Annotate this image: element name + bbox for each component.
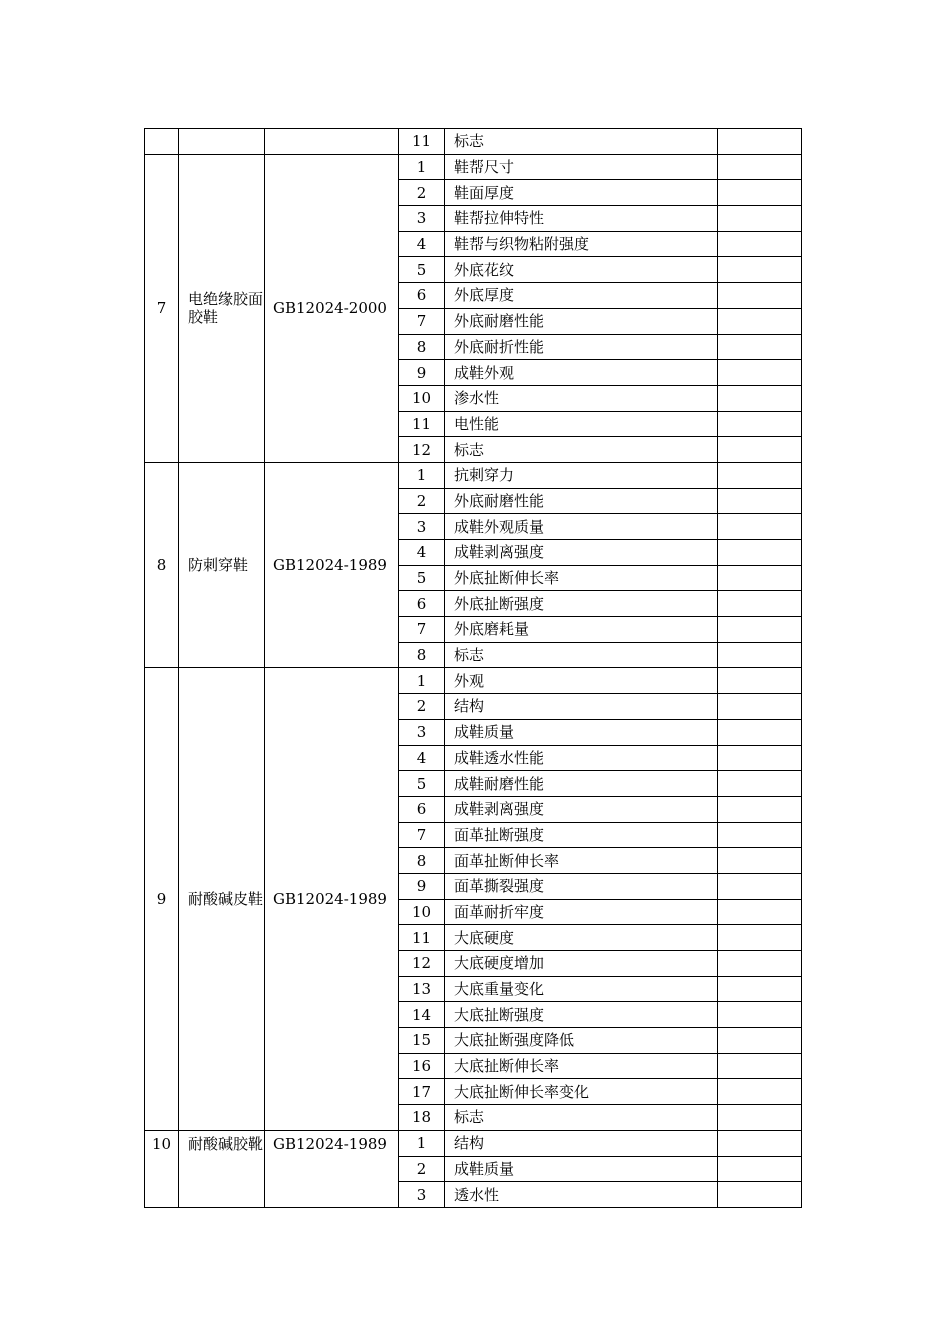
table-row xyxy=(145,154,802,180)
item-number-cell: 11 xyxy=(399,411,445,437)
test-item-cell: 面革耐折牢度 xyxy=(445,899,718,925)
test-item-cell: 外底磨耗量 xyxy=(445,617,718,643)
item-number-cell: 9 xyxy=(399,873,445,899)
test-item-cell: 标志 xyxy=(445,437,718,463)
test-item-cell: 外观 xyxy=(445,668,718,694)
remark-cell xyxy=(718,617,802,643)
remark-cell xyxy=(718,334,802,360)
remark-cell xyxy=(718,514,802,540)
remark-cell xyxy=(718,822,802,848)
test-item-cell: 成鞋质量 xyxy=(445,1156,718,1182)
test-item-cell: 标志 xyxy=(445,1105,718,1131)
standard-code-cell: GB12024-1989 xyxy=(265,462,399,668)
item-number-cell: 7 xyxy=(399,822,445,848)
item-number-cell: 6 xyxy=(399,283,445,309)
row-number-cell: 8 xyxy=(145,462,179,668)
test-item-cell: 外底扯断强度 xyxy=(445,591,718,617)
item-number-cell: 17 xyxy=(399,1079,445,1105)
row-number-cell: 7 xyxy=(145,154,179,462)
remark-cell xyxy=(718,719,802,745)
item-number-cell: 13 xyxy=(399,976,445,1002)
test-item-cell: 鞋帮拉伸特性 xyxy=(445,206,718,232)
item-number-cell: 8 xyxy=(399,848,445,874)
item-number-cell: 5 xyxy=(399,257,445,283)
remark-cell xyxy=(718,745,802,771)
item-number-cell: 5 xyxy=(399,565,445,591)
item-number-cell: 6 xyxy=(399,591,445,617)
remark-cell xyxy=(718,129,802,155)
remark-cell xyxy=(718,642,802,668)
item-number-cell: 1 xyxy=(399,668,445,694)
remark-cell xyxy=(718,385,802,411)
product-name-cell: 耐酸碱皮鞋 xyxy=(179,668,265,1130)
table-row xyxy=(145,129,802,155)
item-number-cell: 2 xyxy=(399,180,445,206)
test-item-cell: 大底硬度 xyxy=(445,925,718,951)
remark-cell xyxy=(718,206,802,232)
product-name-cell: 耐酸碱胶靴 xyxy=(179,1130,265,1207)
product-name-cell: 电绝缘胶面胶鞋 xyxy=(179,154,265,462)
test-item-cell: 成鞋外观质量 xyxy=(445,514,718,540)
test-item-cell: 电性能 xyxy=(445,411,718,437)
remark-cell xyxy=(718,1028,802,1054)
test-item-cell: 结构 xyxy=(445,1130,718,1156)
remark-cell xyxy=(718,694,802,720)
test-item-cell: 结构 xyxy=(445,694,718,720)
test-item-cell: 大底硬度增加 xyxy=(445,951,718,977)
remark-cell xyxy=(718,1156,802,1182)
test-item-cell: 成鞋外观 xyxy=(445,360,718,386)
standard-code-cell: GB12024-2000 xyxy=(265,154,399,462)
remark-cell xyxy=(718,1105,802,1131)
item-number-cell: 2 xyxy=(399,1156,445,1182)
remark-cell xyxy=(718,360,802,386)
remark-cell xyxy=(718,180,802,206)
item-number-cell: 7 xyxy=(399,308,445,334)
test-item-cell: 大底扯断伸长率变化 xyxy=(445,1079,718,1105)
remark-cell xyxy=(718,154,802,180)
remark-cell xyxy=(718,668,802,694)
remark-cell xyxy=(718,565,802,591)
test-item-cell: 外底耐磨性能 xyxy=(445,308,718,334)
remark-cell xyxy=(718,231,802,257)
item-number-cell: 7 xyxy=(399,617,445,643)
test-item-cell: 外底耐折性能 xyxy=(445,334,718,360)
standards-table xyxy=(144,128,802,1208)
test-item-cell: 透水性 xyxy=(445,1182,718,1208)
remark-cell xyxy=(718,1130,802,1156)
remark-cell xyxy=(718,591,802,617)
item-number-cell: 4 xyxy=(399,540,445,566)
test-item-cell: 面革扯断强度 xyxy=(445,822,718,848)
test-item-cell: 鞋面厚度 xyxy=(445,180,718,206)
item-number-cell: 3 xyxy=(399,206,445,232)
test-item-cell: 外底花纹 xyxy=(445,257,718,283)
product-name-cell: 防刺穿鞋 xyxy=(179,462,265,668)
test-item-cell: 外底扯断伸长率 xyxy=(445,565,718,591)
item-number-cell: 3 xyxy=(399,1182,445,1208)
test-item-cell: 成鞋剥离强度 xyxy=(445,540,718,566)
item-number-cell: 4 xyxy=(399,745,445,771)
item-number-cell: 12 xyxy=(399,951,445,977)
item-number-cell: 4 xyxy=(399,231,445,257)
table-row xyxy=(145,462,802,488)
row-number-cell: 9 xyxy=(145,668,179,1130)
item-number-cell: 3 xyxy=(399,719,445,745)
row-number-cell: 10 xyxy=(145,1130,179,1207)
item-number-cell: 11 xyxy=(399,925,445,951)
remark-cell xyxy=(718,848,802,874)
item-number-cell: 6 xyxy=(399,796,445,822)
item-number-cell: 16 xyxy=(399,1053,445,1079)
item-number-cell: 9 xyxy=(399,360,445,386)
test-item-cell: 成鞋质量 xyxy=(445,719,718,745)
test-item-cell: 大底重量变化 xyxy=(445,976,718,1002)
remark-cell xyxy=(718,771,802,797)
item-number-cell: 18 xyxy=(399,1105,445,1131)
item-number-cell: 12 xyxy=(399,437,445,463)
test-item-cell: 鞋帮尺寸 xyxy=(445,154,718,180)
test-item-cell: 标志 xyxy=(445,642,718,668)
table-body xyxy=(145,129,802,1208)
remark-cell xyxy=(718,283,802,309)
remark-cell xyxy=(718,488,802,514)
item-number-cell: 15 xyxy=(399,1028,445,1054)
standard-code-cell xyxy=(265,129,399,155)
standard-code-cell: GB12024-1989 xyxy=(265,1130,399,1207)
remark-cell xyxy=(718,796,802,822)
item-number-cell: 14 xyxy=(399,1002,445,1028)
remark-cell xyxy=(718,1079,802,1105)
item-number-cell: 8 xyxy=(399,642,445,668)
test-item-cell: 成鞋剥离强度 xyxy=(445,796,718,822)
remark-cell xyxy=(718,411,802,437)
remark-cell xyxy=(718,873,802,899)
row-number-cell xyxy=(145,129,179,155)
remark-cell xyxy=(718,976,802,1002)
item-number-cell: 5 xyxy=(399,771,445,797)
test-item-cell: 标志 xyxy=(445,129,718,155)
item-number-cell: 10 xyxy=(399,385,445,411)
test-item-cell: 成鞋耐磨性能 xyxy=(445,771,718,797)
test-item-cell: 鞋帮与织物粘附强度 xyxy=(445,231,718,257)
table-row xyxy=(145,1130,802,1156)
test-item-cell: 外底厚度 xyxy=(445,283,718,309)
test-item-cell: 面革扯断伸长率 xyxy=(445,848,718,874)
product-name-cell xyxy=(179,129,265,155)
item-number-cell: 8 xyxy=(399,334,445,360)
item-number-cell: 3 xyxy=(399,514,445,540)
test-item-cell: 外底耐磨性能 xyxy=(445,488,718,514)
item-number-cell: 2 xyxy=(399,694,445,720)
test-item-cell: 成鞋透水性能 xyxy=(445,745,718,771)
item-number-cell: 10 xyxy=(399,899,445,925)
item-number-cell: 2 xyxy=(399,488,445,514)
remark-cell xyxy=(718,1002,802,1028)
test-item-cell: 大底扯断伸长率 xyxy=(445,1053,718,1079)
remark-cell xyxy=(718,308,802,334)
item-number-cell: 1 xyxy=(399,462,445,488)
standard-code-cell: GB12024-1989 xyxy=(265,668,399,1130)
remark-cell xyxy=(718,1182,802,1208)
test-item-cell: 渗水性 xyxy=(445,385,718,411)
item-number-cell: 1 xyxy=(399,1130,445,1156)
remark-cell xyxy=(718,951,802,977)
remark-cell xyxy=(718,540,802,566)
remark-cell xyxy=(718,899,802,925)
remark-cell xyxy=(718,925,802,951)
test-item-cell: 面革撕裂强度 xyxy=(445,873,718,899)
test-item-cell: 抗刺穿力 xyxy=(445,462,718,488)
remark-cell xyxy=(718,462,802,488)
test-item-cell: 大底扯断强度降低 xyxy=(445,1028,718,1054)
test-item-cell: 大底扯断强度 xyxy=(445,1002,718,1028)
remark-cell xyxy=(718,437,802,463)
table-row xyxy=(145,668,802,694)
remark-cell xyxy=(718,1053,802,1079)
item-number-cell: 11 xyxy=(399,129,445,155)
remark-cell xyxy=(718,257,802,283)
item-number-cell: 1 xyxy=(399,154,445,180)
